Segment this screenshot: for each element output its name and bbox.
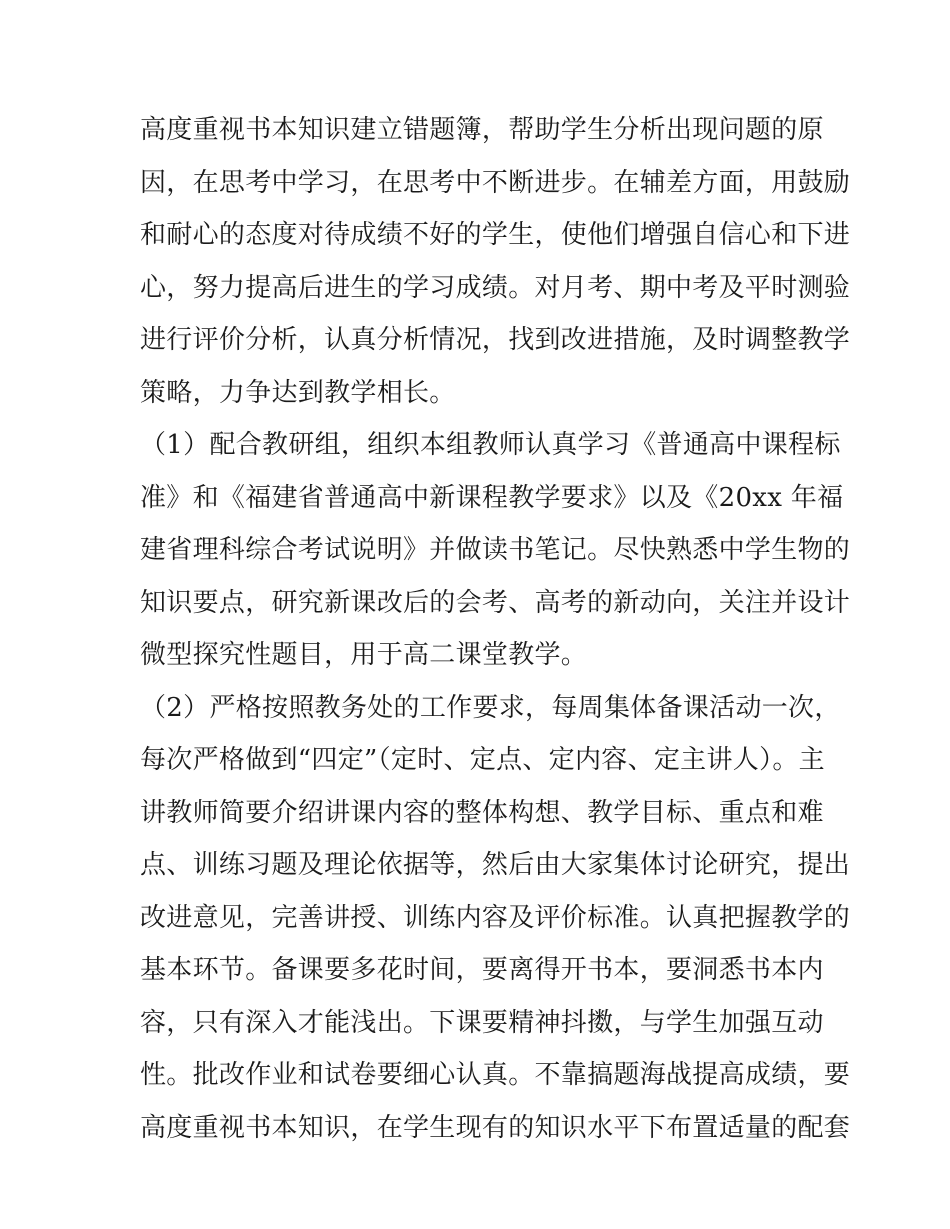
body-text [140, 104, 851, 1154]
text-line: 讲教师简要介绍讲课内容的整体构想、教学目标、重点和难 [140, 797, 824, 828]
text-line: （1）配合教研组，组织本组教师认真学习《普通高中课程标 [140, 430, 841, 460]
text-line: 改进意见，完善讲授、训练内容及评价标准。认真把握教学的 [140, 902, 851, 933]
text-line: 性。批改作业和试卷要细心认真。不靠搞题海战提高成绩，要 [140, 1060, 851, 1090]
text-line: 点、训练习题及理论依据等，然后由大家集体讨论研究，提出 [140, 850, 851, 880]
text-line: 微型探究性题目，用于高二课堂教学。 [140, 640, 588, 670]
text-line: 和耐心的态度对待成绩不好的学生，使他们增强自信心和下进 [140, 220, 851, 250]
text-line: 因，在思考中学习，在思考中不断进步。在辅差方面，用鼓励 [140, 167, 851, 198]
text-line: 准》和《福建省普通高中新课程教学要求》以及《20xx 年福 [140, 482, 844, 513]
text-line: 容，只有深入才能浅出。下课要精神抖擞，与学生加强互动 [140, 1007, 824, 1038]
text-line: 知识要点，研究新课改后的会考、高考的新动向，关注并设计 [140, 587, 851, 618]
text-line: 高度重视书本知识，在学生现有的知识水平下布置适量的配套 [140, 1112, 851, 1143]
text-line: 基本环节。备课要多花时间，要离得开书本，要洞悉书本内 [140, 955, 824, 985]
text-line: （2）严格按照教务处的工作要求，每周集体备课活动一次， [140, 692, 841, 723]
text-line: 进行评价分析，认真分析情况，找到改进措施，及时调整教学 [140, 325, 851, 355]
text-line: 每次严格做到“四定”（定时、定点、定内容、定主讲人）。主 [140, 745, 825, 775]
text-line: 策略，力争达到教学相长。 [140, 377, 456, 408]
text-line: 心，努力提高后进生的学习成绩。对月考、期中考及平时测验 [140, 272, 851, 303]
text-line: 建省理科综合考试说明》并做读书笔记。尽快熟悉中学生物的 [140, 535, 851, 565]
text-line: 高度重视书本知识建立错题簿，帮助学生分析出现问题的原 [140, 115, 824, 145]
